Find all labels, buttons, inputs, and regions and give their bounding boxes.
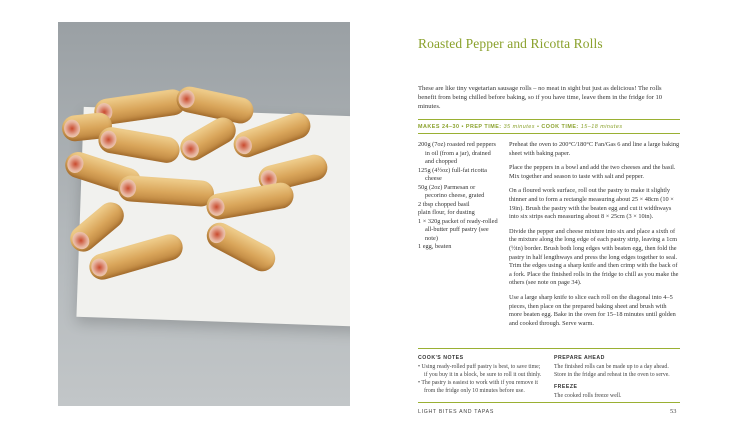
freeze-heading: FREEZE — [554, 384, 578, 390]
meta-bottom-rule — [418, 133, 680, 134]
recipe-title: Roasted Pepper and Ricotta Rolls — [418, 36, 603, 51]
method-step: Place the peppers in a bowl and add the two cheeses and the basil. Mix together and season to taste with salt and pepper. — [509, 164, 676, 180]
method-step: Preheat the oven to 200°C/180°C Fan/Gas 6 and line a large baking sheet with baking paper. — [509, 141, 680, 157]
method-step: Divide the pepper and cheese mixture into six and place a sixth of the mixture along the long edge of each pastry strip, leaving a 1cm (½in) border. Brush both long edges with beaten egg, then fold the pastry in half lengthways and press the long edges together to seal. Trim the edges using a sharp knife and then crimp with the back of a fork. Place the finished rolls in the fridge to chill as you make the others (see note on page 34). — [509, 227, 679, 287]
method-steps — [509, 141, 681, 334]
method-step: On a floured work surface, roll out the pastry to make it slightly thinner and to form a rectangle measuring about 25 × 48cm (10 × 19in). Brush the pastry with the beaten egg and cut it widthways into six strips each measuring about 8 × 25cm (3 × 10in). — [509, 187, 674, 221]
cooks-note-item: • The pastry is easiest to work with if you remove it from the fridge only 10 minutes before use. — [418, 380, 538, 394]
prep-time-label: PREP TIME: — [465, 124, 502, 130]
ingredient-item: 1 × 320g packet of ready-rolled all-butter puff pastry (see note) — [418, 217, 498, 242]
ingredient-item: plain flour, for dusting — [418, 209, 475, 216]
cooks-notes — [418, 354, 543, 395]
prepare-ahead-heading: PREPARE AHEAD — [554, 355, 605, 361]
method-step: Use a large sharp knife to slice each roll on the diagonal into 4–5 pieces, then place on the prepared baking sheet and brush with more beaten egg. Bake in the oven for 15–18 minutes until golden and cooked through. Serve warm. — [509, 293, 676, 327]
ingredient-item: 50g (2oz) Parmesan or pecorino cheese, grated — [418, 183, 485, 199]
section-footer: LIGHT BITES AND TAPAS — [418, 409, 495, 415]
recipe-meta — [418, 124, 623, 130]
cooks-notes-heading: COOK'S NOTES — [418, 355, 464, 361]
prep-time-value: 35 minutes • — [503, 124, 540, 130]
ingredient-item: 125g (4½oz) full-fat ricotta cheese — [418, 166, 487, 182]
cook-time-value: 15–18 minutes — [580, 124, 623, 130]
footer-rule — [418, 402, 680, 403]
page-number: 53 — [670, 408, 677, 415]
makes-label: MAKES 24–30 • — [418, 124, 464, 130]
cooks-note-item: • Using ready-rolled puff pastry is best, to save time; if you buy it in a block, be sure to roll it out thinly. — [418, 364, 542, 378]
prepare-ahead-text: The finished rolls can be made up to a day ahead. Store in the fridge and reheat in the oven to serve. — [554, 364, 670, 378]
ingredient-item: 2 tbsp chopped basil — [418, 200, 470, 208]
ingredients-list — [418, 141, 498, 252]
ingredient-item: 200g (7oz) roasted red peppers in oil (from a jar), drained and chopped — [418, 141, 496, 165]
meta-top-rule — [418, 119, 680, 120]
cook-time-label: COOK TIME: — [541, 124, 579, 130]
ingredient-item: 1 egg, beaten — [418, 243, 452, 250]
prepare-ahead-and-freeze — [554, 354, 679, 404]
recipe-photo — [58, 22, 350, 406]
recipe-intro: These are like tiny vegetarian sausage rolls – no meat in sight but just as delicious! The rolls benefit from being chilled before baking, so if you have time, leave them in the fridge for 10 minutes. — [418, 85, 663, 110]
notes-rule — [418, 348, 680, 349]
freeze-text: The cooked rolls freeze well. — [554, 393, 622, 399]
